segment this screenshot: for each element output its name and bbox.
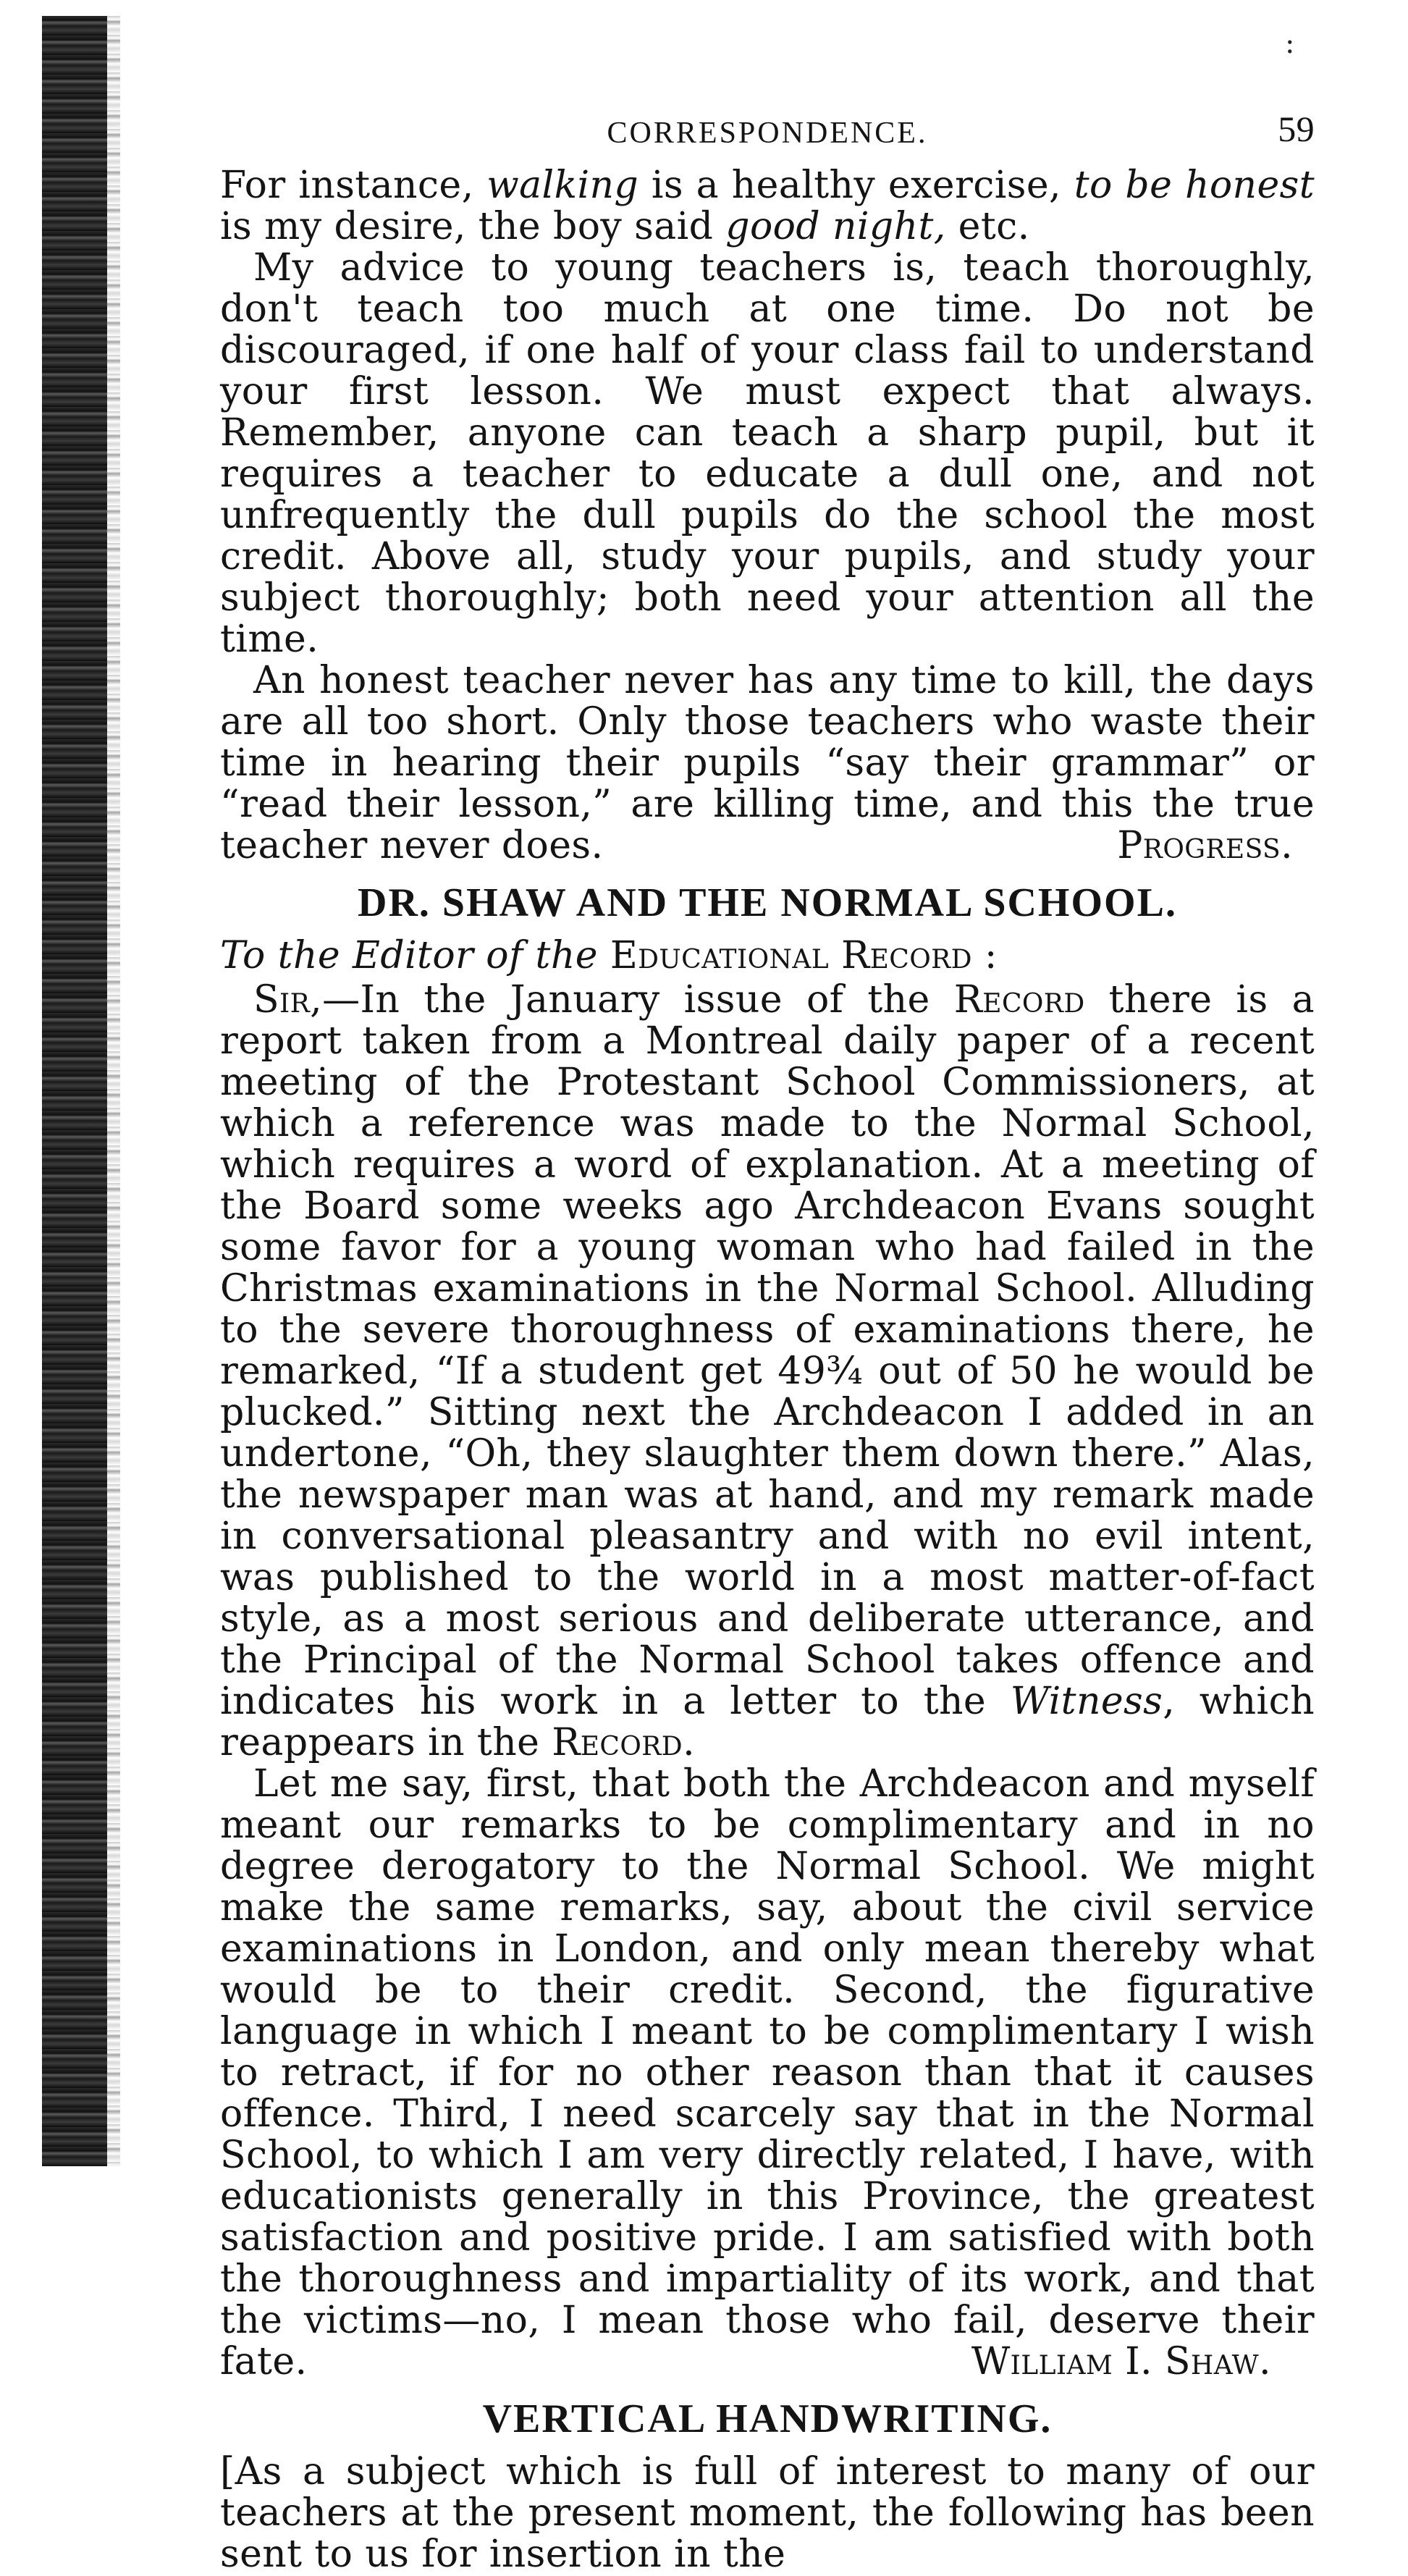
progress-letter (220, 165, 1315, 867)
page-header (220, 109, 1315, 165)
corner-mark: : (1285, 27, 1295, 60)
section-title: VERTICAL HANDWRITING. (482, 2396, 1053, 2441)
salutation: To the Editor of the Educational Record : (220, 934, 998, 977)
signature: Progress. (1117, 824, 1293, 867)
page-number: 59 (1278, 109, 1315, 149)
paragraph: Let me say, first, that both the Archdeacon and myself meant our remarks to be complimentary and in no degree derogatory to the Normal School. We might make the same remarks, say, about the civil service examinations in London, and only mean thereby what would be to their credit. Second, the figurative language in which I meant to be complimentary I wish to retract, if for no other reason than that it causes offence. Third, I need scarcely say that in the Normal School, to which I am very directly related, I have, with educationists generally in this Province, the greatest satisfaction and positive pride. I am satisfied with both the thoroughness and impartiality of its work, and that the victims—no, I mean those who fail, deserve their fate. (220, 1762, 1315, 2383)
paragraph: Sir,—In the January issue of the Record there is a report taken from a Montreal daily paper of a recent meeting of the Protestant School Commissioners, at which a reference was made to the Normal School, which requires a word of explanation. At a meeting of the Board some weeks ago Archdeacon Evans sought some favor for a young woman who had failed in the Christmas examinations in the Normal School. Alluding to the severe thoroughness of examinations there, he remarked, “If a student get 49¾ out of 50 he would be plucked.” Sitting next the Archdeacon I added in an undertone, “Oh, they slaughter them down there.” Alas, the newspaper man was at hand, and my remark made in conversational pleasantry and with no evil intent, was published to the world in a most matter-of-fact style, as a most serious and deliberate utterance, and the Principal of the Normal School takes offence and indicates his work in a letter to the Witness, which reappears in the Record. (220, 978, 1315, 1764)
running-head: CORRESPONDENCE. (607, 117, 928, 150)
paragraph: [As a subject which is full of interest to many of our teachers at the present moment, the following has been sent to us for insertion in the (220, 2450, 1315, 2576)
book-binding-edge (42, 16, 107, 2166)
shaw-letter (220, 935, 1315, 2383)
section-title: DR. SHAW AND THE NORMAL SCHOOL. (358, 880, 1177, 925)
handwriting-section (220, 2451, 1315, 2575)
paragraph: For instance, walking is a healthy exercise, to be honest is my desire, the boy said good night, etc. (220, 164, 1315, 248)
page-body (220, 109, 1315, 2575)
paragraph-with-signature: An honest teacher never has any time to kill, the days are all too short. Only those teachers who waste their time in hearing their pupils “say their grammar” or “read their lesson,” are killing time, and this the true teacher never does. (220, 659, 1315, 867)
binding-shadow (107, 16, 120, 2166)
paragraph: My advice to young teachers is, teach thoroughly, don't teach too much at one time. Do not be discouraged, if one half of your class fail to understand your first lesson. We must expect that always. Remember, anyone can teach a sharp pupil, but it requires a teacher to educate a dull one, and not unfrequently the dull pupils do the school the most credit. Above all, study your pupils, and study your subject thoroughly; both need your attention all the time. (220, 246, 1315, 661)
signature: William I. Shaw. (971, 2340, 1271, 2383)
